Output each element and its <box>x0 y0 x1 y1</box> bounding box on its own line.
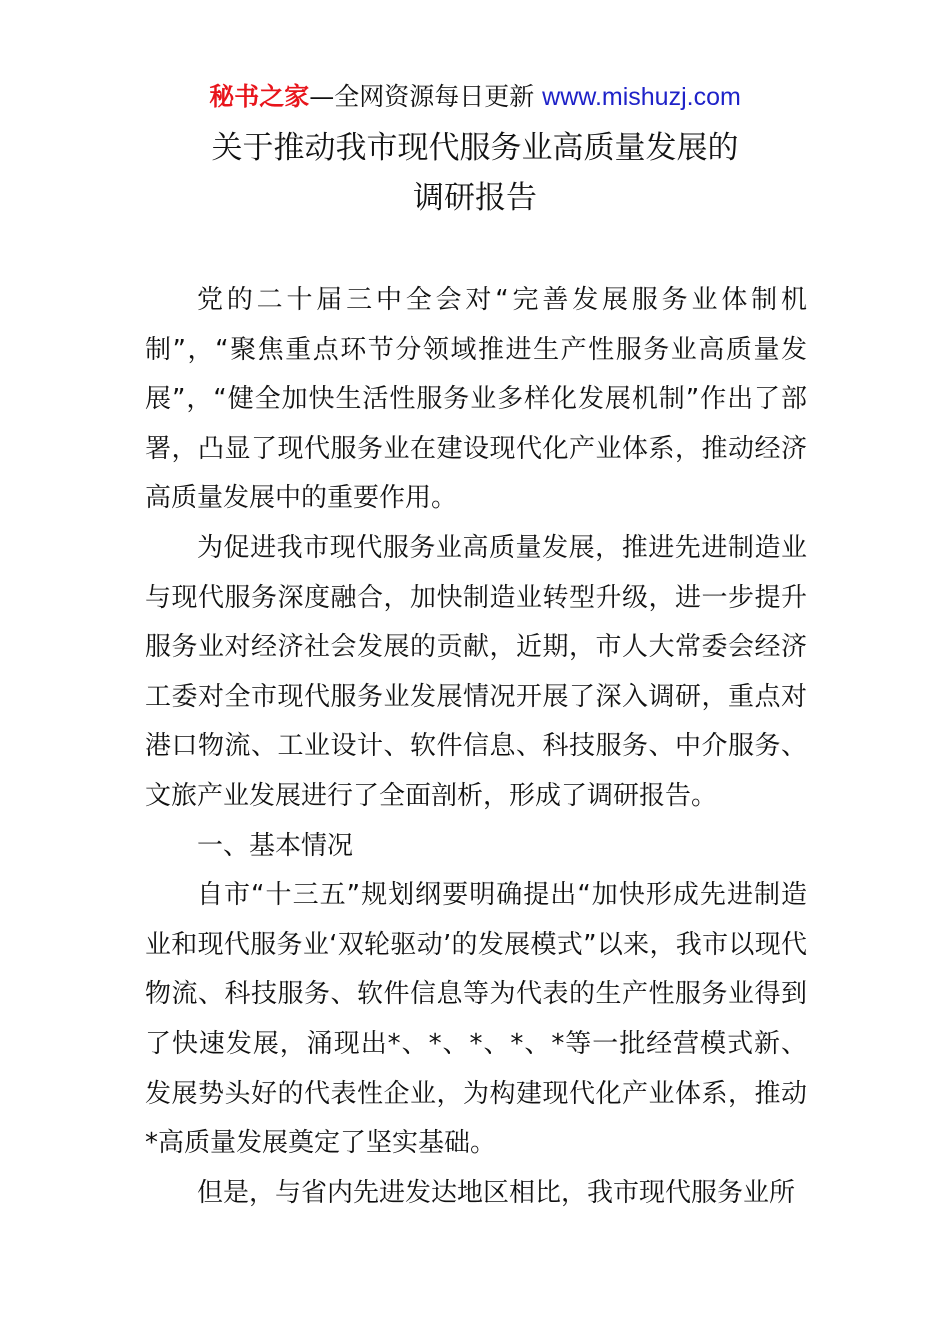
paragraph-4: 但是，与省内先进发达地区相比，我市现代服务业所 <box>197 1177 796 1208</box>
paragraph-1: 党的二十届三中全会对“完善发展服务业体制机制”，“聚焦重点环节分领域推进生产性服务业高质量发展”，“健全加快生活性服务业多样化发展机制”作出了部署，凸显了现代服务业在建设现代化产业体系，推动经济高质量发展中的重要作用。 <box>145 285 807 514</box>
document-title-line-1: 关于推动我市现代服务业高质量发展的 <box>211 130 739 166</box>
site-slogan: —全网资源每日更新 <box>309 82 543 111</box>
section-heading-basic-situation: 一、基本情况 <box>197 830 354 861</box>
document-title-line-2: 调研报告 <box>413 180 537 216</box>
paragraph-2: 为促进我市现代服务业高质量发展，推进先进制造业与现代服务深度融合，加快制造业转型升级，进一步提升服务业对经济社会发展的贡献，近期，市人大常委会经济工委对全市现代服务业发展情况开展了深入调研，重点对港口物流、工业设计、软件信息、科技服务、中介服务、文旅产业发展进行了全面剖析，形成了调研报告。 <box>145 532 807 811</box>
site-header <box>0 80 950 114</box>
paragraph-3: 自市“十三五”规划纲要明确提出“加快形成先进制造业和现代服务业‘双轮驱动’的发展模式”以来，我市以现代物流、科技服务、软件信息等为代表的生产性服务业得到了快速发展，涌现出*、*、*、*、*等一批经营模式新、发展势头好的代表性企业，为构建现代化产业体系，推动*高质量发展奠定了坚实基础。 <box>145 880 807 1159</box>
document-body <box>145 276 807 1218</box>
site-brand: 秘书之家 <box>209 82 310 111</box>
site-url-link[interactable]: www.mishuzj.com <box>542 83 741 111</box>
